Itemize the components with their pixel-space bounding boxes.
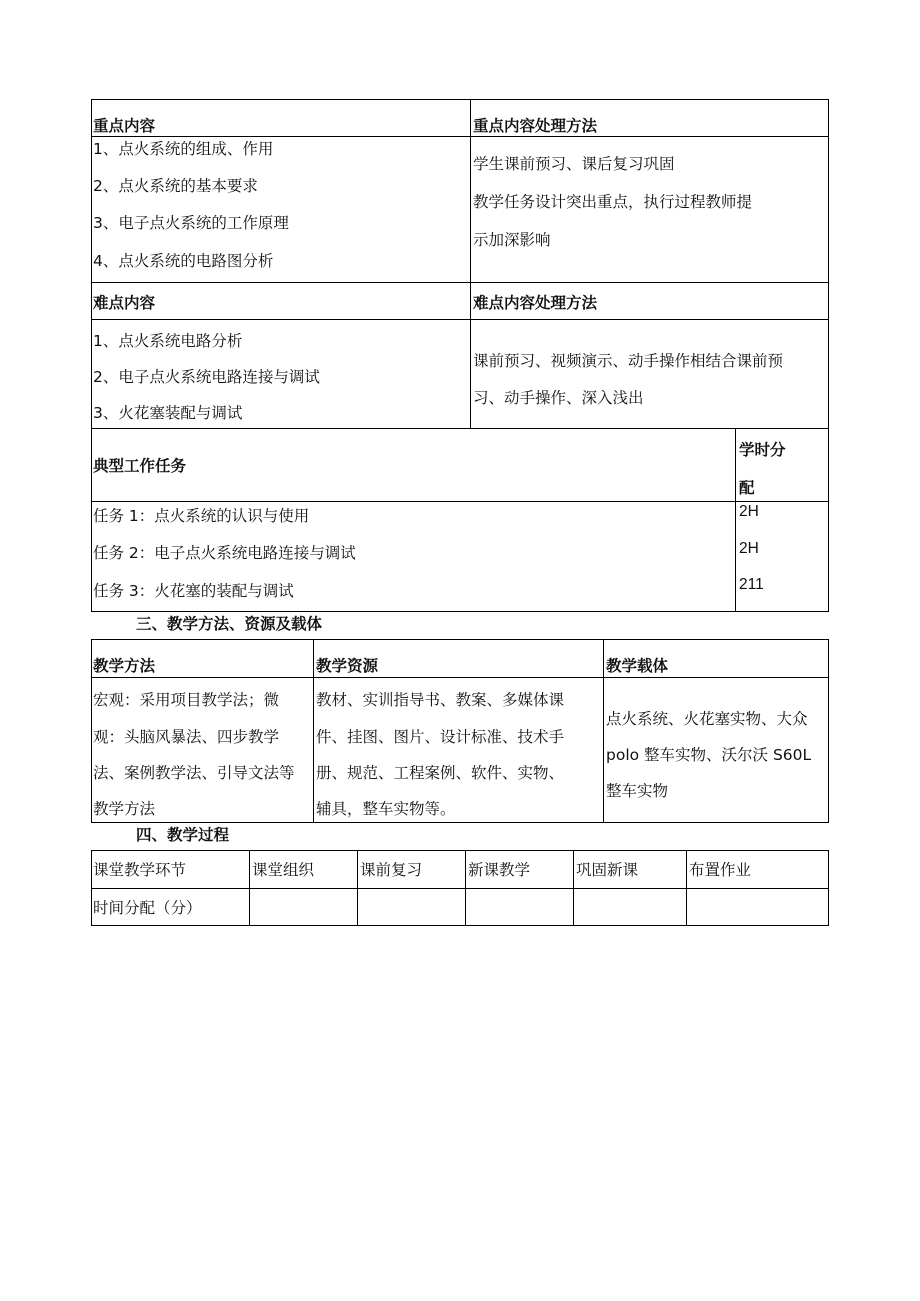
hours-header: 学时分: [739, 441, 786, 459]
difficult-method-header: 难点内容处理方法: [473, 294, 598, 312]
table2-rule: [313, 639, 314, 823]
resource-line: 件、挂图、图片、设计标准、技术手: [316, 728, 565, 746]
section-4-title: 四、教学过程: [136, 826, 230, 844]
difficult-method-line: 课前预习、视频演示、动手操作相结合课前预: [473, 352, 784, 370]
key-item: 1、点火系统的组成、作用: [93, 140, 274, 158]
key-method-line: 教学任务设计突出重点，执行过程教师提: [473, 193, 753, 211]
process-header-cell: 课前复习: [360, 861, 423, 879]
task-hours: 2H: [739, 503, 759, 520]
section-3-title: 三、教学方法、资源及载体: [136, 615, 323, 633]
key-method-line: 示加深影响: [473, 231, 551, 249]
task-item: 任务 1：点火系统的认识与使用: [93, 507, 310, 525]
table2-rule: [603, 639, 604, 823]
process-header-cell: 课堂教学环节: [93, 861, 187, 879]
resource-line: 辅具，整车实物等。: [316, 800, 456, 818]
difficult-item: 3、火花塞装配与调试: [93, 404, 243, 422]
key-item: 2、点火系统的基本要求: [93, 177, 258, 195]
task-hours: 211: [739, 576, 764, 593]
table1-rule: [470, 99, 471, 428]
table1-rule: [91, 136, 829, 137]
table3-rule: [357, 850, 358, 926]
task-hours: 2H: [739, 540, 759, 557]
key-method-header: 重点内容处理方法: [473, 117, 598, 135]
process-header-cell: 巩固新课: [576, 861, 639, 879]
table1-rule: [91, 428, 829, 429]
table3-rule: [249, 850, 250, 926]
difficult-item: 1、点火系统电路分析: [93, 332, 243, 350]
key-content-header: 重点内容: [93, 117, 156, 135]
process-header-cell: 布置作业: [689, 861, 752, 879]
carrier-header: 教学载体: [606, 657, 669, 675]
table1-rule: [91, 501, 829, 502]
table2-rule: [91, 677, 829, 678]
method-line: 法、案例教学法、引导文法等: [93, 764, 295, 782]
task-item: 任务 3：火花塞的装配与调试: [93, 582, 294, 600]
resource-line: 册、规范、工程案例、软件、实物、: [316, 764, 565, 782]
table1-rule: [735, 428, 736, 612]
hours-header: 配: [739, 479, 755, 497]
carrier-line: 整车实物: [606, 782, 669, 800]
key-method-line: 学生课前预习、课后复习巩固: [473, 155, 675, 173]
method-line: 教学方法: [93, 800, 156, 818]
task-item: 任务 2：电子点火系统电路连接与调试: [93, 544, 356, 562]
task-header: 典型工作任务: [93, 457, 187, 475]
method-line: 观：头脑风暴法、四步教学: [93, 728, 280, 746]
key-item: 4、点火系统的电路图分析: [93, 252, 274, 270]
table3-rule: [465, 850, 466, 926]
carrier-line: 点火系统、火花塞实物、大众: [606, 710, 808, 728]
carrier-line: polo 整车实物、沃尔沃 S60L: [606, 746, 812, 764]
resource-header: 教学资源: [316, 657, 379, 675]
key-item: 3、电子点火系统的工作原理: [93, 214, 289, 232]
time-allocation-label: 时间分配（分）: [93, 899, 202, 917]
difficult-content-header: 难点内容: [93, 294, 156, 312]
difficult-method-line: 习、动手操作、深入浅出: [473, 389, 644, 407]
table1-rule: [91, 282, 829, 283]
difficult-item: 2、电子点火系统电路连接与调试: [93, 368, 320, 386]
method-line: 宏观：采用项目教学法；微: [93, 691, 280, 709]
process-header-cell: 新课教学: [468, 861, 531, 879]
method-header: 教学方法: [93, 657, 156, 675]
table3-rule: [686, 850, 687, 926]
resource-line: 教材、实训指导书、教案、多媒体课: [316, 691, 565, 709]
table3-rule: [91, 888, 829, 889]
table3-rule: [573, 850, 574, 926]
table1-rule: [91, 319, 829, 320]
process-header-cell: 课堂组织: [252, 861, 315, 879]
